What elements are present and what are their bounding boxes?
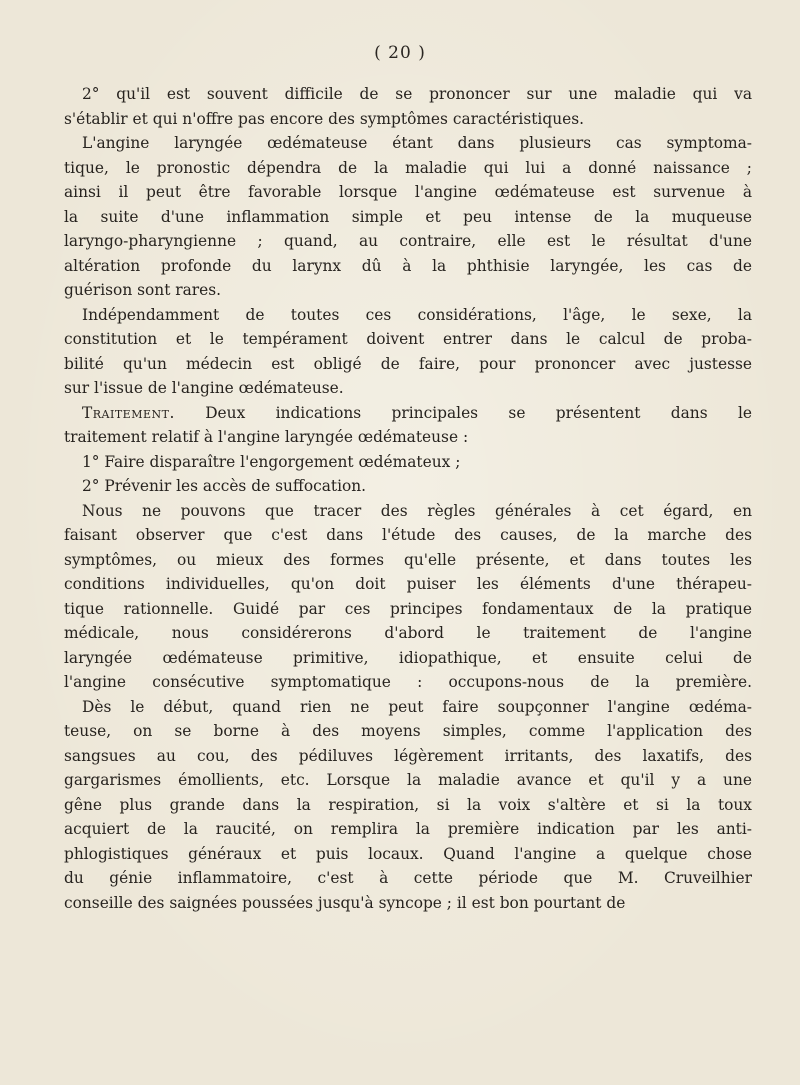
text-line [64, 670, 752, 695]
line-text: bilité qu'un médecin est obligé de faire, pour prononcer avec justesse [64, 354, 752, 373]
text-line [64, 695, 752, 720]
text-line [64, 278, 752, 303]
line-text: teuse, on se borne à des moyens simples, comme l'application des [64, 722, 752, 740]
text-line [64, 499, 752, 524]
text-line [64, 425, 752, 450]
text-line [64, 352, 752, 377]
line-text: 2° Prévenir les accès de suffocation. [82, 477, 367, 495]
text-line [64, 205, 752, 230]
text-line [64, 621, 752, 646]
text-line [64, 548, 752, 573]
text-line [64, 744, 752, 769]
line-text: sangsues au cou, des pédiluves légèrement irritants, des laxatifs, des [64, 746, 752, 765]
text-line [64, 646, 752, 671]
line-text: l'angine consécutive symptomatique : occupons-nous de la première. [64, 673, 752, 691]
line-text: Dès le début, quand rien ne peut faire soupçonner l'angine œdéma- [82, 697, 752, 716]
line-text: faisant observer que c'est dans l'étude des causes, de la marche des [64, 526, 752, 544]
line-text: constitution et le tempérament doivent entrer dans le calcul de proba- [64, 330, 752, 348]
line-text: Nous ne pouvons que tracer des règles générales à cet égard, en [82, 501, 752, 520]
line-text: gargarismes émollients, etc. Lorsque la maladie avance et qu'il y a une [64, 771, 752, 789]
line-text: conseille des saignées poussées jusqu'à syncope ; il est bon pourtant de [64, 893, 626, 912]
line-text: symptômes, ou mieux des formes qu'elle présente, et dans toutes les [64, 550, 752, 569]
text-line [64, 572, 752, 597]
text-line [64, 450, 752, 475]
line-text: ainsi il peut être favorable lorsque l'angine œdémateuse est survenue à [64, 183, 752, 201]
text-line [64, 401, 752, 426]
line-text: 2° qu'il est souvent difficile de se prononcer sur une maladie qui va [82, 85, 752, 103]
text-line [64, 793, 752, 818]
line-text: Indépendamment de toutes ces considérations, l'âge, le sexe, la [82, 305, 752, 324]
text-line [64, 891, 752, 916]
line-text: altération profonde du larynx dû à la phthisie laryngée, les cas de [64, 256, 752, 275]
text-line [64, 156, 752, 181]
line-text: gêne plus grande dans la respiration, si la voix s'altère et si la toux [64, 795, 752, 814]
line-text: Deux indications principales se présentent dans le [174, 403, 752, 422]
text-line [64, 719, 752, 744]
line-text: phlogistiques généraux et puis locaux. Quand l'angine a quelque chose [64, 844, 752, 863]
line-text: guérison sont rares. [64, 281, 222, 299]
page-number: ( 20 ) [374, 43, 426, 63]
text-line [64, 523, 752, 548]
text-line [64, 597, 752, 622]
line-text: 1° Faire disparaître l'engorgement œdémateux ; [82, 452, 461, 471]
line-text: L'angine laryngée œdémateuse étant dans plusieurs cas symptoma- [82, 134, 752, 152]
text-line [64, 303, 752, 328]
line-text: s'établir et qui n'offre pas encore des symptômes caractéristiques. [64, 109, 585, 128]
text-line [64, 254, 752, 279]
line-text: acquiert de la raucité, on remplira la première indication par les anti- [64, 820, 752, 838]
line-text: sur l'issue de l'angine œdémateuse. [64, 379, 344, 397]
line-text: médicale, nous considérerons d'abord le traitement de l'angine [64, 624, 752, 642]
line-text: laryngo-pharyngienne ; quand, au contraire, elle est le résultat d'une [64, 232, 752, 250]
text-line [64, 376, 752, 401]
text-line [64, 107, 752, 132]
line-text: traitement relatif à l'angine laryngée œdémateuse : [64, 428, 469, 446]
line-text: tique, le pronostic dépendra de la maladie qui lui a donné naissance ; [64, 158, 752, 177]
line-text: la suite d'une inflammation simple et peu intense de la muqueuse [64, 207, 752, 226]
text-line [64, 180, 752, 205]
section-heading: Traitement. [82, 403, 175, 422]
text-line [64, 229, 752, 254]
text-line [64, 768, 752, 793]
line-text: tique rationnelle. Guidé par ces principes fondamentaux de la pratique [64, 599, 752, 618]
text-line [64, 474, 752, 499]
text-line [64, 842, 752, 867]
line-text: du génie inflammatoire, c'est à cette période que M. Cruveilhier [64, 869, 752, 887]
text-line [64, 82, 752, 107]
text-line [64, 131, 752, 156]
text-line [64, 327, 752, 352]
text-line [64, 817, 752, 842]
body-text [64, 82, 752, 915]
text-line [64, 866, 752, 891]
line-text: conditions individuelles, qu'on doit puiser les éléments d'une thérapeu- [64, 575, 752, 593]
line-text: laryngée œdémateuse primitive, idiopathique, et ensuite celui de [64, 648, 752, 667]
